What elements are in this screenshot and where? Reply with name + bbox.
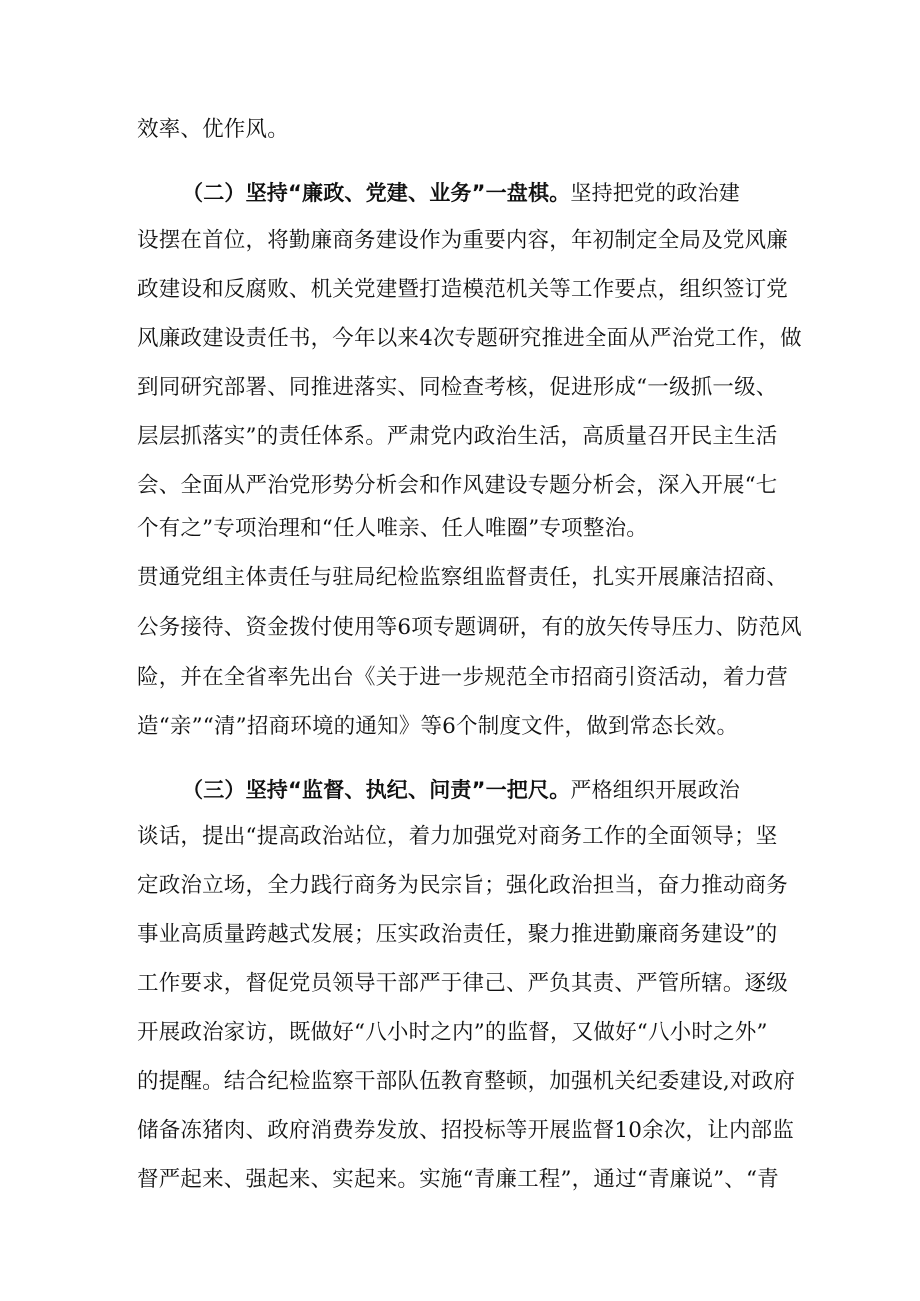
section-3-first-line (182, 775, 832, 805)
text-line: 设摆在首位，将勤廉商务建设作为重要内容，年初制定全局及党风廉 (137, 228, 789, 253)
section-2-first-line (182, 178, 832, 208)
section-3-heading: （三）坚持“监督、执纪、问责”一把尺。 (182, 778, 571, 802)
text-line: 政建设和反腐败、机关党建暨打造模范机关等工作要点，组织签订党 (137, 277, 789, 302)
text-line: 谈话，提出“提高政治站位，着力加强党对商务工作的全面领导；坚 (137, 824, 778, 849)
text-line: 个有之”专项治理和“任人唯亲、任人唯圈”专项整治。 (137, 516, 648, 541)
text-line: 工作要求，督促党员领导干部严于律己、严负其责、严管所辖。逐级 (137, 971, 789, 996)
section-3-text: 严格组织开展政治 (570, 778, 741, 802)
text-line: 定政治立场，全力践行商务为民宗旨；强化政治担当，奋力推动商务 (137, 873, 789, 898)
text-line: 开展政治家访，既做好“八小时之内”的监督，又做好“八小时之外” (137, 1020, 768, 1045)
text-line: 风廉政建设责任书，今年以来4次专题研究推进全面从严治党工作，做 (137, 326, 802, 351)
text-line: 险，并在全省率先出台《关于进一步规范全市招商引资活动，着力营 (137, 665, 789, 690)
text-line: 贯通党组主体责任与驻局纪检监察组监督责任，扎实开展廉洁招商、 (137, 565, 789, 590)
text-line: 事业高质量跨越式发展；压实政治责任，聚力推进勤廉商务建设”的 (137, 922, 778, 947)
text-line: 效率、优作风。 (137, 117, 289, 142)
text-line: 的提醒。结合纪检监察干部队伍教育整顿，加强机关纪委建设,对政府 (137, 1069, 796, 1094)
text-line: 督严起来、强起来、实起来。实施“青廉工程”，通过“青廉说”、“青 (137, 1167, 779, 1192)
text-line: 到同研究部署、同推进落实、同检查考核，促进形成“一级抓一级、 (137, 375, 778, 400)
text-line: 公务接待、资金拨付使用等6项专题调研，有的放矢传导压力、防范风 (137, 615, 802, 640)
text-line: 储备冻猪肉、政府消费券发放、招投标等开展监督10余次，让内部监 (137, 1118, 795, 1143)
section-2-heading: （二）坚持“廉政、党建、业务”一盘棋。 (182, 181, 571, 205)
section-2-text: 坚持把党的政治建 (570, 181, 741, 205)
text-line: 层层抓落实”的责任体系。严肃党内政治生活，高质量召开民主生活 (137, 424, 778, 449)
text-line: 会、全面从严治党形势分析会和作风建设专题分析会，深入开展“七 (137, 473, 778, 498)
text-line: 造“亲”“清”招商环境的通知》等6个制度文件，做到常态长效。 (137, 714, 739, 739)
